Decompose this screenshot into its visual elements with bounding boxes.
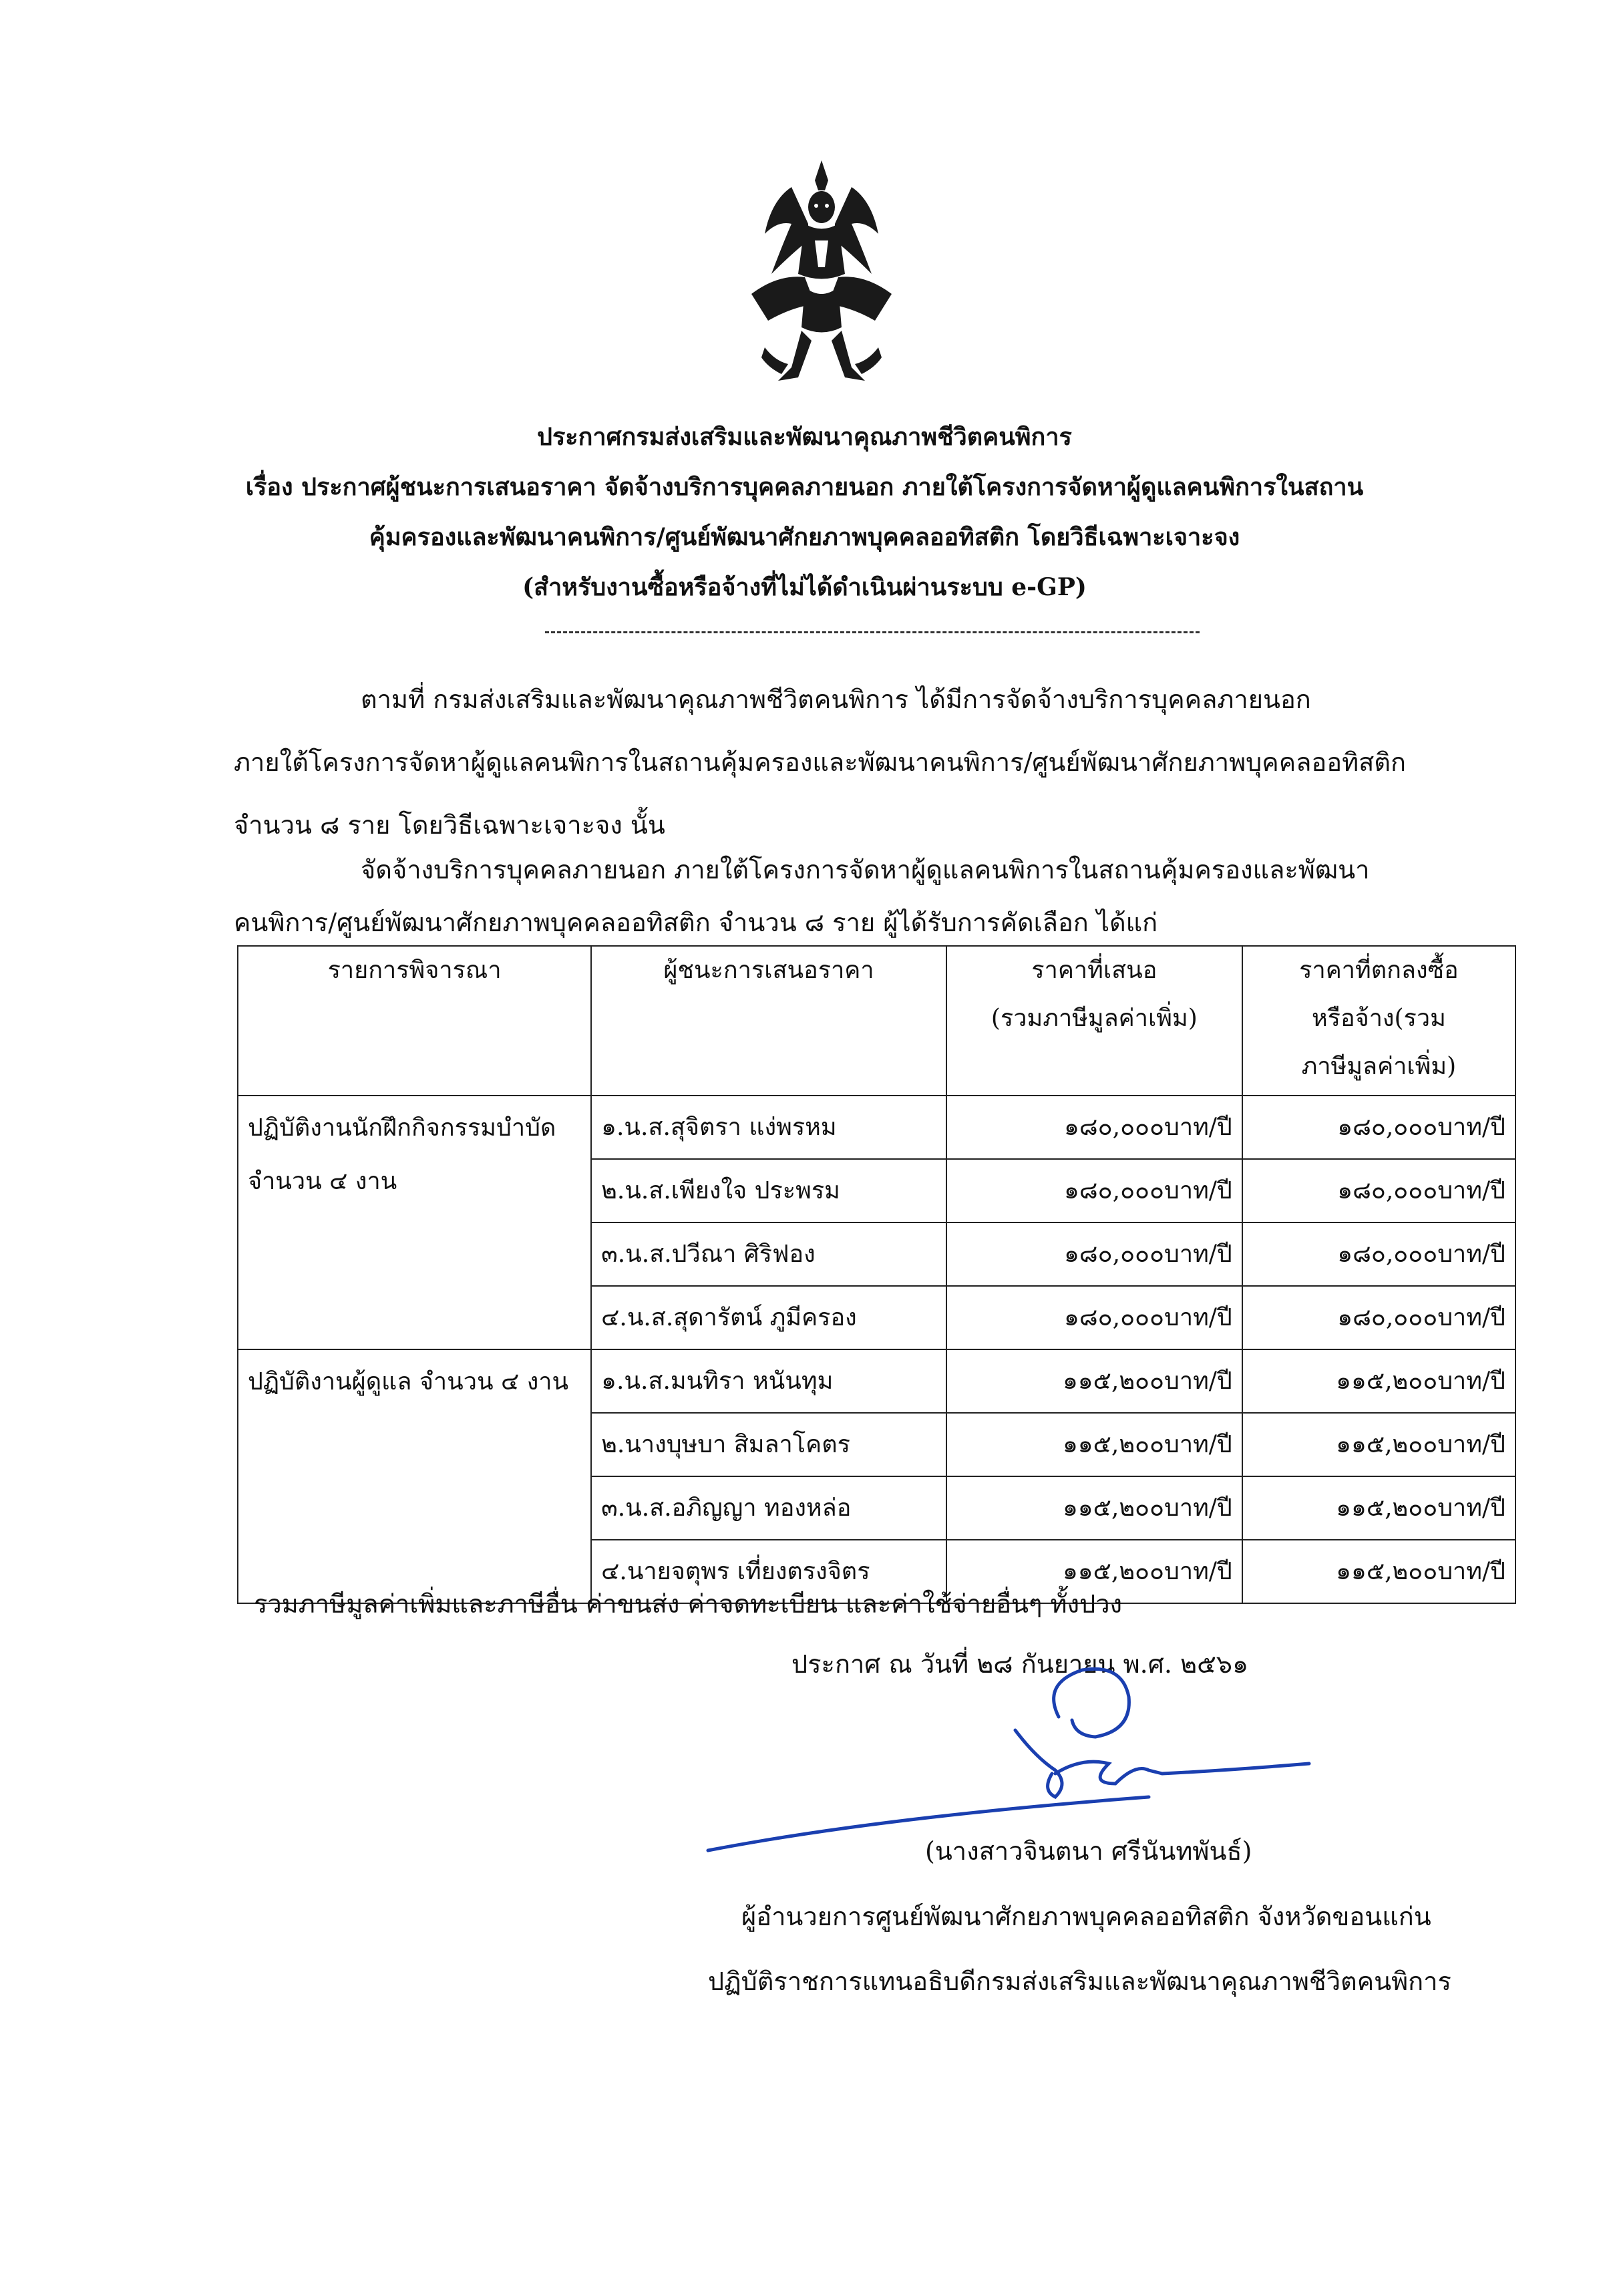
table-header-row	[238, 946, 1515, 1096]
winner-cell: ๔.นายจตุพร เที่ยงตรงจิตร	[591, 1540, 946, 1603]
header-agreed-price: ราคาที่ตกลงซื้อ หรือจ้าง(รวม ภาษีมูลค่าเพิ่ม)	[1242, 946, 1515, 1096]
offer-cell: ๑๑๕,๒๐๐บาท/ปี	[946, 1540, 1242, 1603]
header-line-2: เรื่อง ประกาศผู้ชนะการเสนอราคา จัดจ้างบริการบุคคลภายนอก ภายใต้โครงการจัดหาผู้ดูแลคนพิการในสถาน	[245, 473, 1364, 501]
signer-name: (นางสาวจินตนา ศรีนันทพันธ์)	[925, 1836, 1252, 1866]
winner-cell: ๑.น.ส.มนทิรา หนันทุม	[591, 1349, 946, 1413]
header-item: รายการพิจารณา	[238, 946, 591, 1096]
announcement-date: ประกาศ ณ วันที่ ๒๘ กันยายน พ.ศ. ๒๕๖๑	[791, 1649, 1249, 1679]
agreed-cell: ๑๘๐,๐๐๐บาท/ปี	[1242, 1159, 1515, 1222]
signer-position-2: ปฏิบัติราชการแทนอธิบดีกรมส่งเสริมและพัฒนาคุณภาพชีวิตคนพิการ	[708, 1967, 1451, 1996]
winner-cell: ๑.น.ส.สุจิตรา แง่พรหม	[591, 1096, 946, 1159]
header-offer-price: ราคาที่เสนอ (รวมภาษีมูลค่าเพิ่ม)	[946, 946, 1242, 1096]
winner-cell: ๒.น.ส.เพียงใจ ประพรม	[591, 1159, 946, 1222]
offer-cell: ๑๑๕,๒๐๐บาท/ปี	[946, 1476, 1242, 1540]
paragraph-1-line-2: ภายใต้โครงการจัดหาผู้ดูแลคนพิการในสถานคุ้มครองและพัฒนาคนพิการ/ศูนย์พัฒนาศักยภาพบุคคลออทิสติก	[234, 748, 1406, 777]
garuda-emblem-icon	[751, 160, 892, 401]
offer-cell: ๑๑๕,๒๐๐บาท/ปี	[946, 1349, 1242, 1413]
agreed-cell: ๑๑๕,๒๐๐บาท/ปี	[1242, 1349, 1515, 1413]
table-row	[238, 1096, 1515, 1159]
paragraph-1	[234, 668, 1516, 856]
paragraph-1-line-3: จำนวน ๘ ราย โดยวิธีเฉพาะเจาะจง นั้น	[234, 810, 665, 840]
table-row	[238, 1349, 1515, 1413]
agreed-cell: ๑๑๕,๒๐๐บาท/ปี	[1242, 1413, 1515, 1476]
signature-icon	[681, 1657, 1322, 1857]
award-table	[237, 945, 1516, 1604]
paragraph-2-line-1: จัดจ้างบริการบุคคลภายนอก ภายใต้โครงการจัดหาผู้ดูแลคนพิการในสถานคุ้มครองและพัฒนา	[361, 855, 1370, 884]
group-2-item: ปฏิบัติงานผู้ดูแล จำนวน ๔ งาน	[238, 1349, 591, 1603]
offer-cell: ๑๘๐,๐๐๐บาท/ปี	[946, 1286, 1242, 1349]
winner-cell: ๔.น.ส.สุดารัตน์ ภูมีครอง	[591, 1286, 946, 1349]
offer-cell: ๑๘๐,๐๐๐บาท/ปี	[946, 1096, 1242, 1159]
winner-cell: ๒.นางบุษบา สิมลาโคตร	[591, 1413, 946, 1476]
winner-cell: ๓.น.ส.อภิญญา ทองหล่อ	[591, 1476, 946, 1540]
winner-cell: ๓.น.ส.ปวีณา ศิริฟอง	[591, 1222, 946, 1286]
paragraph-2	[234, 838, 1516, 944]
header-divider	[545, 631, 1200, 633]
header-line-1: ประกาศกรมส่งเสริมและพัฒนาคุณภาพชีวิตคนพิการ	[537, 423, 1072, 451]
footnote: รวมภาษีมูลค่าเพิ่มและภาษีอื่น ค่าขนส่ง ค่าจดทะเบียน และค่าใช้จ่ายอื่นๆ ทั้งปวง	[254, 1589, 1123, 1619]
offer-cell: ๑๑๕,๒๐๐บาท/ปี	[946, 1413, 1242, 1476]
paragraph-1-line-1: ตามที่ กรมส่งเสริมและพัฒนาคุณภาพชีวิตคนพิการ ได้มีการจัดจ้างบริการบุคคลภายนอก	[361, 685, 1311, 714]
agreed-cell: ๑๘๐,๐๐๐บาท/ปี	[1242, 1222, 1515, 1286]
group-1-item: ปฏิบัติงานนักฝึกกิจกรรมบำบัด จำนวน ๔ งาน	[238, 1096, 591, 1349]
signer-position-1: ผู้อำนวยการศูนย์พัฒนาศักยภาพบุคคลออทิสติก จังหวัดขอนแก่น	[741, 1902, 1431, 1931]
offer-cell: ๑๘๐,๐๐๐บาท/ปี	[946, 1222, 1242, 1286]
paragraph-2-line-2: คนพิการ/ศูนย์พัฒนาศักยภาพบุคคลออทิสติก จำนวน ๘ ราย ผู้ได้รับการคัดเลือก ได้แก่	[234, 908, 1158, 937]
offer-cell: ๑๘๐,๐๐๐บาท/ปี	[946, 1159, 1242, 1222]
agreed-cell: ๑๑๕,๒๐๐บาท/ปี	[1242, 1540, 1515, 1603]
header-line-3: คุ้มครองและพัฒนาคนพิการ/ศูนย์พัฒนาศักยภาพบุคคลออทิสติก โดยวิธีเฉพาะเจาะจง	[369, 523, 1240, 551]
agreed-cell: ๑๘๐,๐๐๐บาท/ปี	[1242, 1286, 1515, 1349]
agreed-cell: ๑๘๐,๐๐๐บาท/ปี	[1242, 1096, 1515, 1159]
header-line-4: (สำหรับงานซื้อหรือจ้างที่ไม่ได้ดำเนินผ่านระบบ e-GP)	[522, 573, 1087, 601]
agreed-cell: ๑๑๕,๒๐๐บาท/ปี	[1242, 1476, 1515, 1540]
header-winner: ผู้ชนะการเสนอราคา	[591, 946, 946, 1096]
